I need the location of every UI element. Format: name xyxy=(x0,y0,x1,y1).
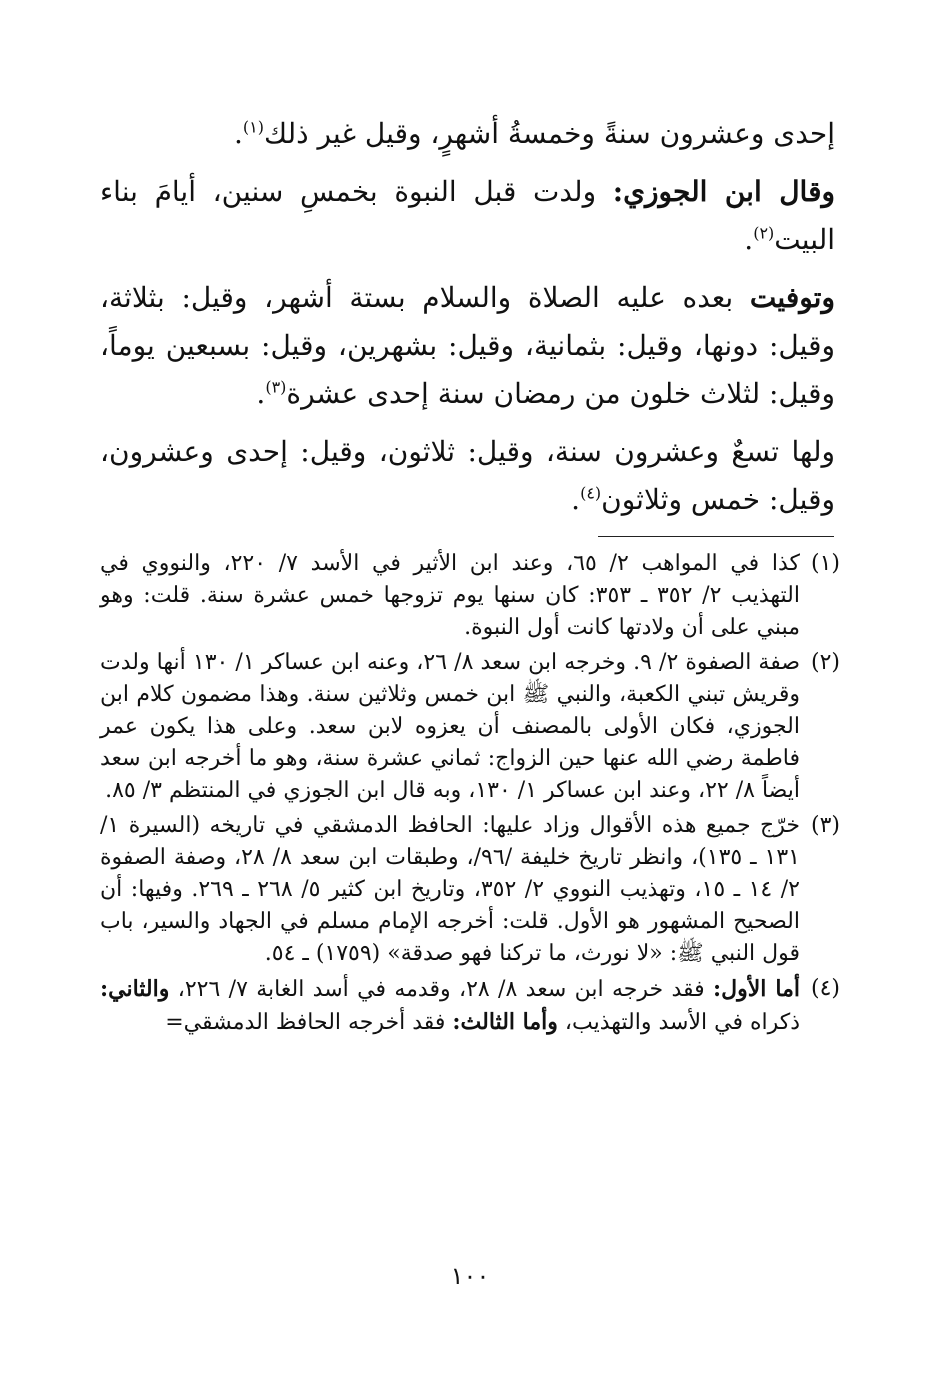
footnote-1 xyxy=(100,548,840,644)
footnote-4 xyxy=(100,973,840,1039)
footnote-number: (١) xyxy=(810,551,840,576)
footnote-number: (٢) xyxy=(810,650,840,675)
paragraph-3-lead: وتوفيت xyxy=(749,281,835,314)
footnote-text: خرّج جميع هذه الأقوال وزاد عليها: الحافظ الدمشقي في تاريخه (السيرة ١/ ١٣١ ـ ١٣٥)، وانظر تاريخ خليفة /٩٦/، وطبقات ابن سعد ٨/ ٢٨، وصفة الصفوة ٢/ ١٤ ـ ١٥، وتهذيب النووي ٢/ ٣٥٢، وتاريخ ابن كثير ٥/ ٢٦٨ ـ ٢٦٩. وفيها: أن الصحيح المشهور هو الأول. قلت: أخرجه الإمام مسلم في الجهاد والسير، باب قول النبي ﷺ: «لا نورث، ما تركنا فهو صدقة» (١٧٥٩) ـ ٥٤. xyxy=(100,813,800,966)
main-text xyxy=(100,110,835,534)
footnote-4-text-1: فقد خرجه ابن سعد ٨/ ٢٨، وقدمه في أسد الغابة ٧/ ٢٢٦، xyxy=(169,977,714,1002)
footnote-4-lead-2: والثاني: xyxy=(100,976,170,1002)
paragraph-2-lead: وقال ابن الجوزي: xyxy=(612,175,835,208)
footnote-text: صفة الصفوة ٢/ ٩. وخرجه ابن سعد ٨/ ٢٦، وعنه ابن عساكر ١/ ١٣٠ أنها ولدت وقريش تبني الكعبة، والنبي ﷺ ابن خمس وثلاثين سنة. وهذا مضمون كلام ابن الجوزي، فكان الأولى بالمصنف أن يعزوه لابن سعد. وعلى هذا يكون عمر فاطمة رضي الله عنها حين الزواج: ثماني عشرة سنة، وهو ما أخرجه ابن سعد أيضاً ٨/ ٢٢، وعند ابن عساكر ١/ ١٣٠، وبه قال ابن الجوزي في المنتظم ٣/ ٨٥. xyxy=(100,650,801,803)
paragraph-3-end: . xyxy=(256,377,266,410)
footnote-number: (٣) xyxy=(810,813,840,838)
paragraph-4-end: . xyxy=(571,483,581,516)
paragraph-2-text: ولدت قبل النبوة بخمسِ سنين، أيامَ بناء البيت xyxy=(100,175,835,256)
footnote-4-text-2: ذكراه في الأسد والتهذيب، xyxy=(557,1010,800,1035)
footnote-4-text-3: فقد أخرجه الحافظ الدمشقي= xyxy=(165,1010,453,1035)
footnote-4-lead-1: أما الأول: xyxy=(713,976,801,1002)
paragraph-3 xyxy=(100,274,835,418)
footnote-2 xyxy=(100,647,840,807)
footnote-ref-4: (٤) xyxy=(580,483,602,503)
footnote-separator xyxy=(598,536,834,537)
paragraph-3-text: بعده عليه الصلاة والسلام بستة أشهر، وقيل: بثلاثة، وقيل: دونها، وقيل: بثمانية، وقيل: بشهرين، وقيل: بسبعين يوماً، وقيل: لثلاث خلون من رمضان سنة إحدى عشرة xyxy=(100,281,835,410)
paragraph-2 xyxy=(100,168,835,264)
footnote-ref-2: (٢) xyxy=(753,223,775,243)
footnote-number: (٤) xyxy=(810,976,840,1001)
footnotes xyxy=(100,548,840,1042)
paragraph-1-end: . xyxy=(233,117,243,150)
footnote-4-lead-3: وأما الثالث: xyxy=(452,1009,558,1035)
footnote-text xyxy=(100,973,800,1039)
footnote-ref-3: (٣) xyxy=(265,377,287,397)
footnote-3 xyxy=(100,810,840,970)
page-number: ١٠٠ xyxy=(450,1262,490,1290)
paragraph-2-end: . xyxy=(744,223,754,256)
footnote-ref-1: (١) xyxy=(242,117,264,137)
paragraph-4-text: ولها تسعٌ وعشرون سنة، وقيل: ثلاثون، وقيل: إحدى وعشرون، وقيل: خمس وثلاثون xyxy=(100,435,835,516)
paragraph-4 xyxy=(100,428,835,524)
paragraph-1-text: إحدى وعشرون سنةً وخمسةُ أشهرٍ، وقيل غير ذلك xyxy=(263,117,835,150)
paragraph-1 xyxy=(100,110,835,158)
footnote-text: كذا في المواهب ٢/ ٦٥، وعند ابن الأثير في الأسد ٧/ ٢٢٠، والنووي في التهذيب ٢/ ٣٥٢ ـ ٣٥٣: كان سنها يوم تزوجها خمس عشرة سنة. قلت: وهو مبني على أن ولادتها كانت أول النبوة. xyxy=(100,551,801,640)
